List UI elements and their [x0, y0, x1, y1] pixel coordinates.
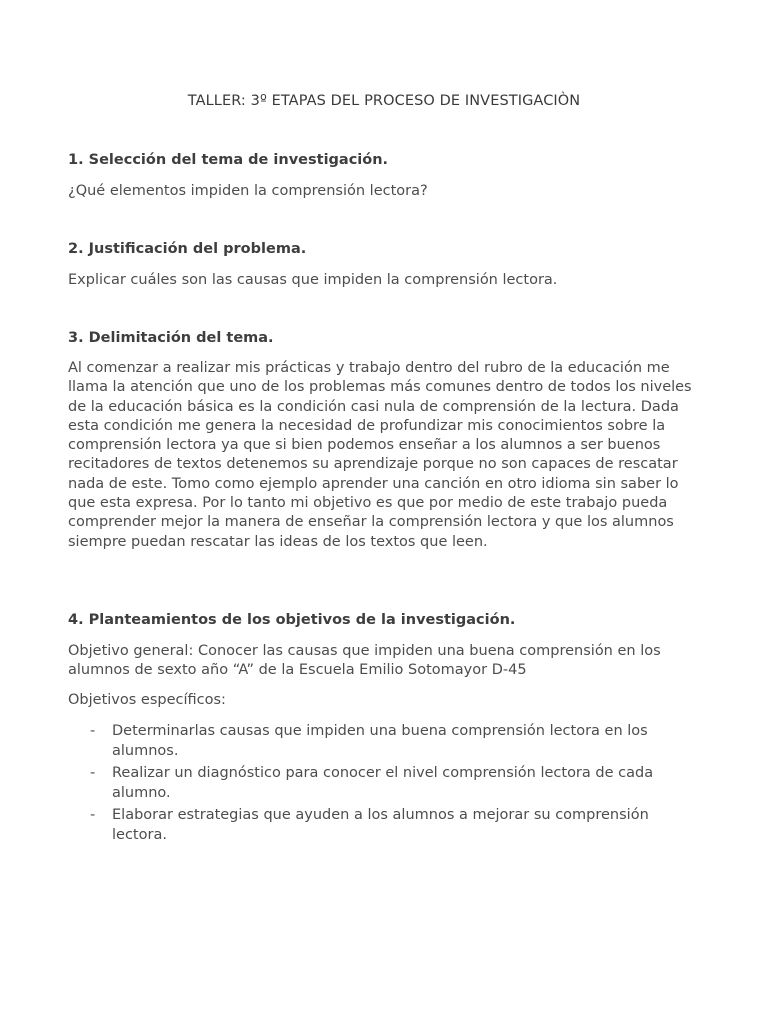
list-item [90, 805, 690, 845]
list-item-text: Realizar un diagnóstico para conocer el nivel comprensión lectora de cada alumno. [112, 765, 654, 801]
section-2-heading: 2. Justificación del problema. [68, 241, 307, 257]
list-item [90, 721, 690, 761]
list-item [90, 763, 690, 803]
section-4-heading: 4. Planteamientos de los objetivos de la investigación. [68, 612, 516, 628]
section-1-heading: 1. Selección del tema de investigación. [68, 152, 389, 168]
document-title: TALLER: 3º ETAPAS DEL PROCESO DE INVESTIGACIÒN [187, 93, 581, 109]
list-bullet: - [90, 723, 96, 739]
section-2-paragraph: Explicar cuáles son las causas que impiden la comprensión lectora. [68, 272, 558, 288]
specific-objectives-list [90, 721, 690, 847]
list-item-text: Determinarlas causas que impiden una buena comprensión lectora en los alumnos. [112, 723, 648, 759]
list-bullet: - [90, 807, 96, 823]
list-item-text: Elaborar estrategias que ayuden a los alumnos a mejorar su comprensión lectora. [112, 807, 649, 843]
general-objective-paragraph: Objetivo general: Conocer las causas que impiden una buena comprensión en los alumnos de sexto año “A” de la Escuela Emilio Sotomayor D-45 [68, 643, 661, 679]
section-3-paragraph: Al comenzar a realizar mis prácticas y trabajo dentro del rubro de la educación me llama la atención que uno de los problemas más comunes dentro de todos los niveles de la educación básica es la condición casi nula de comprensión de la lectura. Dada esta condición me genera la necesidad de profundizar mis conocimientos sobre la comprensión lectora ya que si bien podemos enseñar a los alumnos a ser buenos recitadores de textos detenemos su aprendizaje porque no son capaces de rescatar nada de este. Tomo como ejemplo aprender una canción en otro idioma sin saber lo que esta expresa. Por lo tanto mi objetivo es que por medio de este trabajo pueda comprender mejor la manera de enseñar la comprensión lectora y que los alumnos siempre puedan rescatar las ideas de los textos que leen. [68, 360, 692, 550]
specific-objectives-label: Objetivos específicos: [68, 692, 226, 708]
section-3-heading: 3. Delimitación del tema. [68, 330, 274, 346]
list-bullet: - [90, 765, 96, 781]
section-1-paragraph: ¿Qué elementos impiden la comprensión lectora? [68, 183, 428, 199]
